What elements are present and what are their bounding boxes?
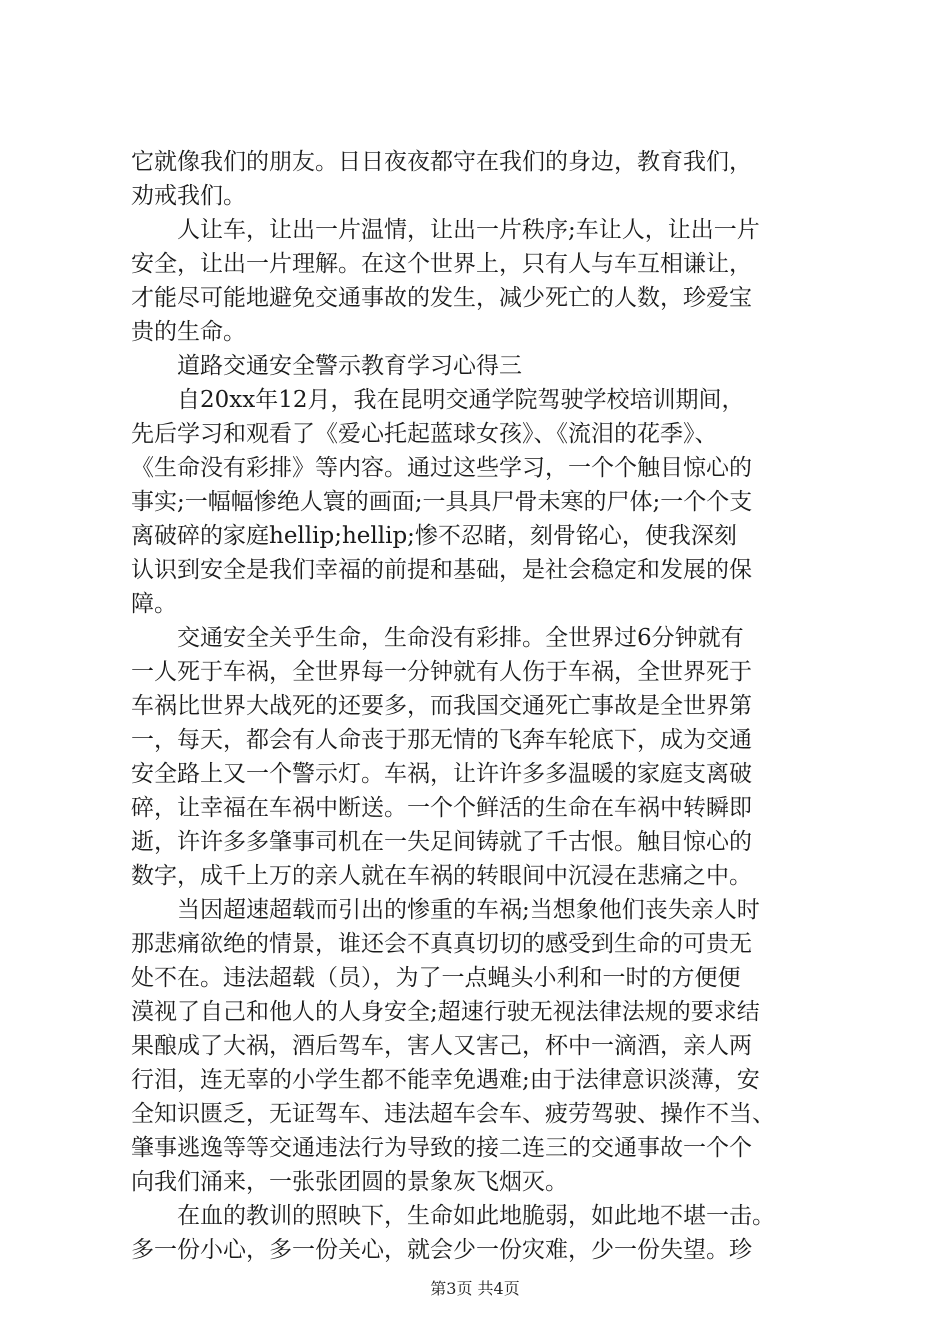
text-line: 安全路上又一个警示灯。车祸，让许许多多温暖的家庭支离破 — [131, 761, 752, 787]
page-number-footer: 第3页 共4页 — [430, 1279, 520, 1298]
text-line: 事实;一幅幅惨绝人寰的画面;一具具尸骨未寒的尸体;一个个支 — [131, 489, 753, 515]
text-line: 障。 — [131, 591, 177, 617]
text-line: 安全，让出一片理解。在这个世界上，只有人与车互相谦让， — [131, 251, 752, 277]
text-line: 肇事逃逸等等交通违法行为导致的接二连三的交通事故一个个 — [131, 1135, 752, 1161]
text-line: 它就像我们的朋友。日日夜夜都守在我们的身边，教育我们， — [131, 149, 752, 175]
text-line: 劝戒我们。 — [131, 183, 246, 209]
section-heading: 道路交通安全警示教育学习心得三 — [131, 353, 522, 379]
text-line: 数字，成千上万的亲人就在车祸的转眼间中沉浸在悲痛之中。 — [131, 863, 752, 889]
text-line: 认识到安全是我们幸福的前提和基础，是社会稳定和发展的保 — [131, 557, 752, 583]
text-line: 《生命没有彩排》等内容。通过这些学习，一个个触目惊心的 — [131, 455, 752, 481]
text-line: 一人死于车祸，全世界每一分钟就有人伤于车祸，全世界死于 — [131, 659, 752, 685]
text-line: 交通安全关乎生命，生命没有彩排。全世界过6分钟就有 — [131, 625, 744, 651]
text-line: 在血的教训的照映下，生命如此地脆弱，如此地不堪一击。 — [131, 1203, 775, 1229]
text-line: 多一份小心，多一份关心，就会少一份灾难，少一份失望。珍 — [131, 1237, 752, 1263]
text-line: 人让车，让出一片温情，让出一片秩序;车让人，让出一片 — [131, 217, 760, 243]
text-line: 碎，让幸福在车祸中断送。一个个鲜活的生命在车祸中转瞬即 — [131, 795, 752, 821]
text-line: 向我们涌来，一张张团圆的景象灰飞烟灭。 — [131, 1169, 568, 1195]
text-line: 果酿成了大祸，酒后驾车，害人又害己，杯中一滴酒，亲人两 — [131, 1033, 752, 1059]
text-line: 全知识匮乏，无证驾车、违法超车会车、疲劳驾驶、操作不当、 — [131, 1101, 775, 1127]
text-line: 一，每天，都会有人命丧于那无情的飞奔车轮底下，成为交通 — [131, 727, 752, 753]
text-line: 漠视了自己和他人的人身安全;超速行驶无视法律法规的要求结 — [131, 999, 760, 1025]
text-line: 车祸比世界大战死的还要多，而我国交通死亡事故是全世界第 — [131, 693, 752, 719]
text-line: 逝，许许多多肇事司机在一失足间铸就了千古恨。触目惊心的 — [131, 829, 752, 855]
text-line: 先后学习和观看了《爱心托起蓝球女孩》、《流泪的花季》、 — [131, 421, 718, 447]
text-line: 那悲痛欲绝的情景，谁还会不真真切切的感受到生命的可贵无 — [131, 931, 752, 957]
text-line: 处不在。违法超载（员），为了一点蝇头小利和一时的方便便 — [131, 965, 741, 991]
text-line: 当因超速超载而引出的惨重的车祸;当想象他们丧失亲人时 — [131, 897, 760, 923]
text-line: 贵的生命。 — [131, 319, 246, 345]
text-line: 自20xx年12月，我在昆明交通学院驾驶学校培训期间， — [131, 387, 745, 413]
text-line: 行泪，连无辜的小学生都不能幸免遇难;由于法律意识淡薄，安 — [131, 1067, 760, 1093]
text-line: 离破碎的家庭hellip;hellip;惨不忍睹，刻骨铭心，使我深刻 — [131, 523, 737, 549]
text-line: 才能尽可能地避免交通事故的发生，减少死亡的人数，珍爱宝 — [131, 285, 752, 311]
